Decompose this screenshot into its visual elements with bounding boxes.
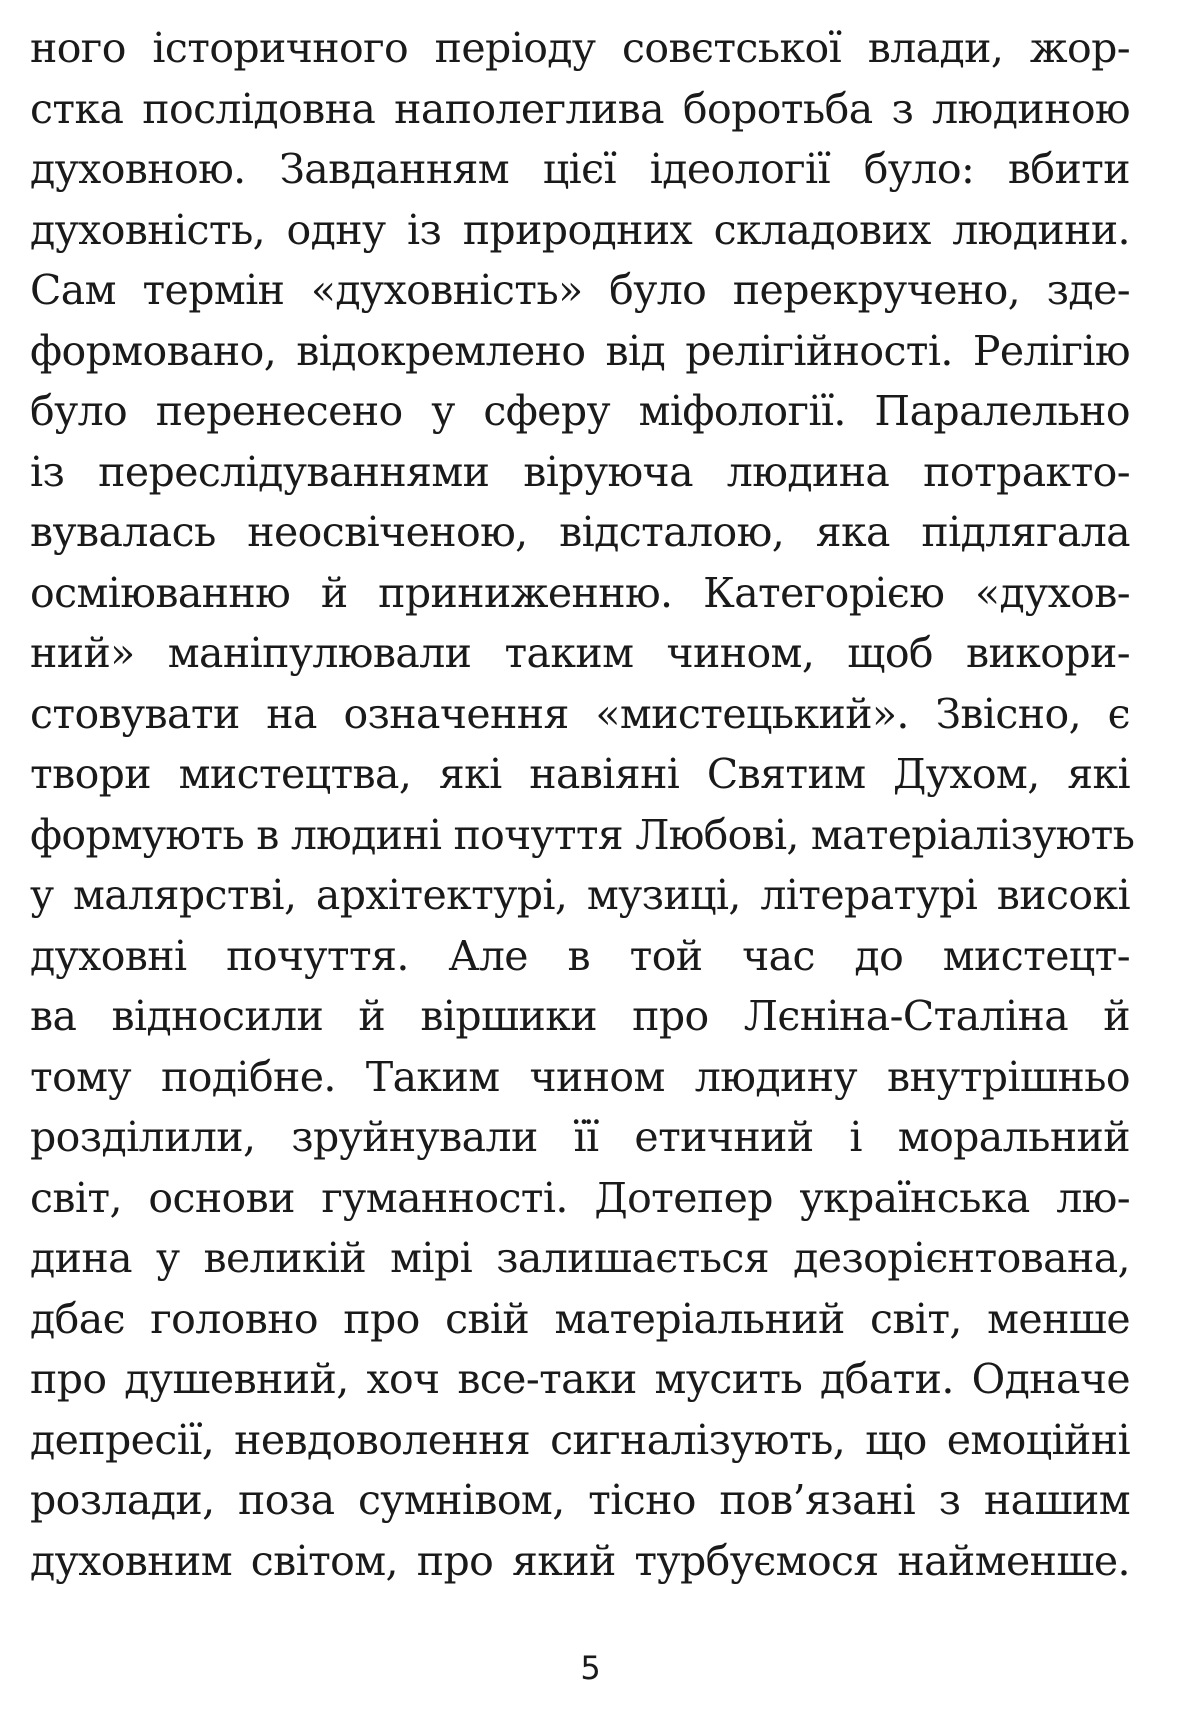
text-line: було перенесено у сферу міфології. Паралельно: [30, 387, 1130, 435]
text-line: про душевний, хоч все-таки мусить дбати. Одначе: [30, 1355, 1130, 1403]
text-line: духовною. Завданням цієї ідеології було: вбити: [30, 145, 1130, 193]
text-line: у малярстві, архітектурі, музиці, літературі високі: [30, 871, 1130, 919]
text-line: формовано, відокремлено від релігійності. Релігію: [30, 326, 1130, 375]
page-number: 5: [580, 1649, 601, 1687]
text-line: ний» маніпулювали таким чином, щоб викори-: [30, 629, 1130, 677]
text-line: світ, основи гуманності. Дотепер українська лю-: [30, 1173, 1130, 1222]
text-line: розділили, зруйнували її етичний і моральний: [30, 1113, 1130, 1161]
text-line: із переслідуваннями віруюча людина потракто-: [30, 447, 1130, 496]
text-line: дина у великій мірі залишається дезорієнтована,: [30, 1234, 1130, 1282]
text-line: духовним світом, про який турбуємося найменше.: [30, 1536, 1130, 1585]
text-line: депресії, невдоволення сигналізують, що емоційні: [30, 1415, 1130, 1464]
text-line: вувалась неосвіченою, відсталою, яка підлягала: [30, 508, 1130, 556]
text-line: ва відносили й віршики про Лєніна-Сталіна й: [30, 992, 1130, 1040]
text-line: духовність, одну із природних складових людини.: [30, 205, 1130, 254]
text-line: тому подібне. Таким чином людину внутрішньо: [30, 1052, 1130, 1101]
text-line: стка послідовна наполеглива боротьба з людиною: [30, 84, 1130, 133]
text-line: дбає головно про свій матеріальний світ, менше: [30, 1294, 1130, 1343]
text-line: духовні почуття. Але в той час до мистецт-: [30, 931, 1130, 980]
body-text: [30, 18, 1135, 1591]
text-line: осміюванню й приниженню. Категорією «духов-: [30, 568, 1130, 617]
text-line: ного історичного періоду совєтської влади, жор-: [30, 24, 1130, 72]
text-line: твори мистецтва, які навіяні Святим Духом, які: [30, 750, 1130, 798]
text-line: стовувати на означення «мистецький». Звісно, є: [30, 689, 1130, 738]
text-line: Сам термін «духовність» було перекручено, зде-: [30, 266, 1130, 314]
text-line: формують в людині почуття Любові, матеріалізують: [30, 810, 1135, 859]
text-line: розлади, поза сумнівом, тісно пов’язані з нашим: [30, 1476, 1130, 1524]
